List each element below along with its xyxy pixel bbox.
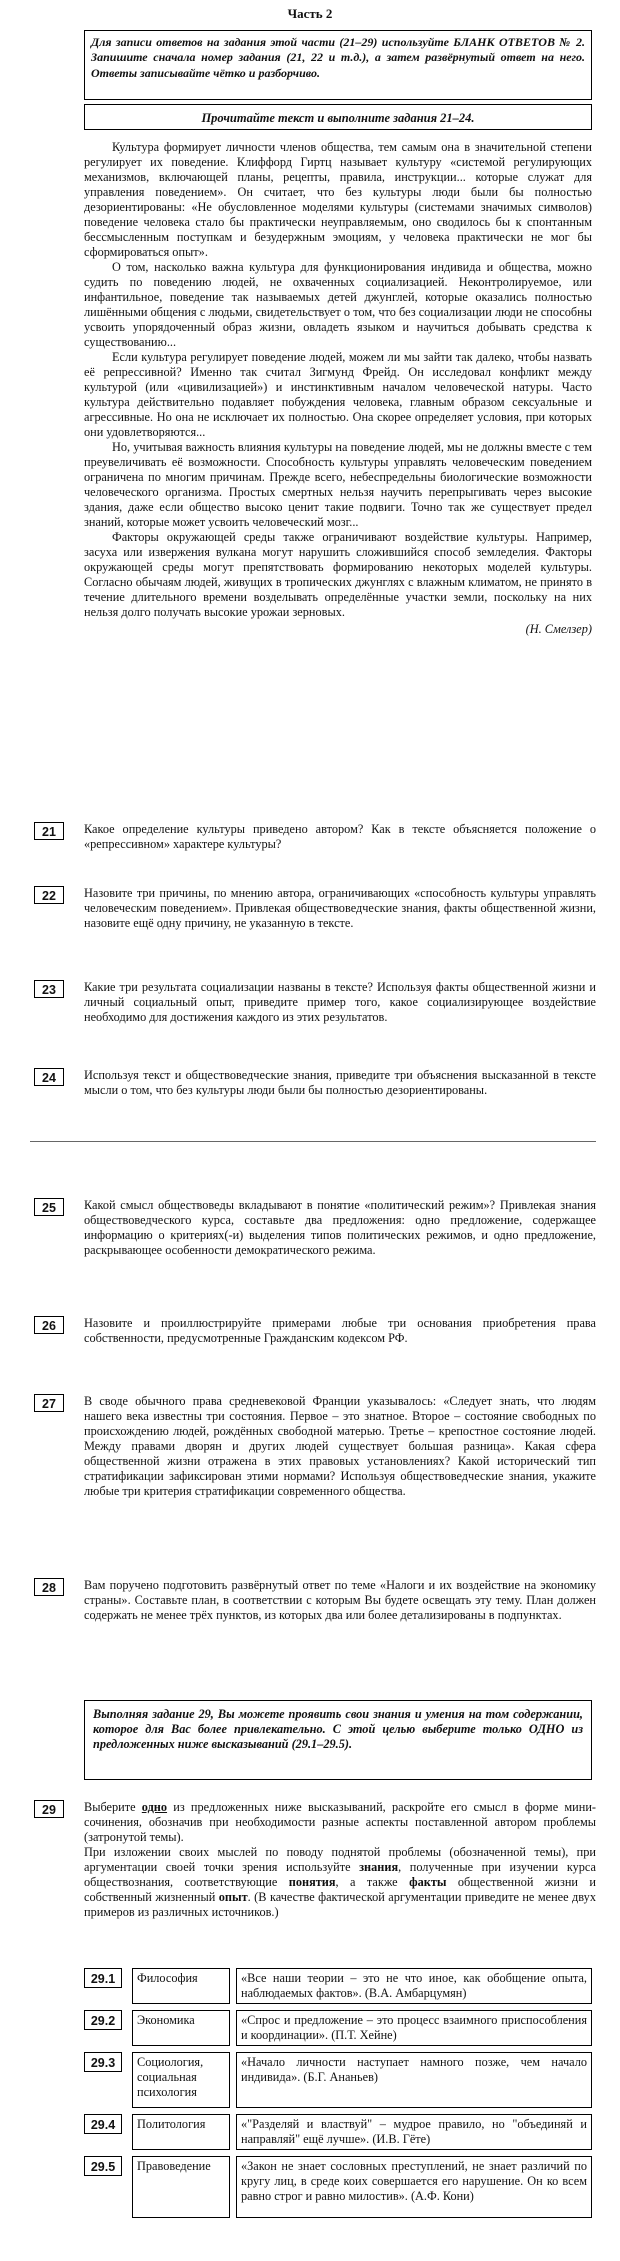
question-text: Вам поручено подготовить развёрнутый ответ по теме «Налоги и их воздействие на экономику страны». Составьте план, в соответствии с которым Вы будете освещать эту тему. План должен содержать не менее трёх пунктов, из которых два или более детализированы в подпунктах. [84, 1578, 596, 1622]
text-paragraph: Факторы окружающей среды также ограничивают воздействие культуры. Например, засуха или извержения вулкана могут нарушить сложившийся способ земледелия. Факторы окружающей среды могут препятствовать формированию некоторых моделей культуры. Согласно обычаям людей, живущих в тропических джунглях с влажным климатом, не принято в течение длительного времени возделывать определённые участки земли, поскольку на них нельзя долго получать высокие урожаи зерновых. [84, 530, 592, 619]
statement-quote: «Начало личности наступает намного позже, чем начало индивида». (Б.Г. Ананьев) [236, 2052, 592, 2108]
question-number: 27 [34, 1394, 64, 1412]
statement-subject: Экономика [132, 2010, 230, 2046]
text-paragraph: Но, учитывая важность влияния культуры на поведение людей, мы не должны вместе с тем преувеличивать её возможности. Способность культуры управлять человеческим поведением ограничена по многим причинам. Прежде всего, небеспредельны биологические возможности человеческого организма. Простых смертных нельзя научить перепрыгивать через высокие здания, даже если общество высоко ценит такие подвиги. Точно так же существует предел знаний, которые может усвоить человеческий мозг... [84, 440, 592, 529]
statement-number: 29.3 [84, 2052, 122, 2072]
question-number: 28 [34, 1578, 64, 1596]
text-author: (Н. Смелзер) [525, 622, 592, 636]
question-text: Какие три результата социализации названы в тексте? Используя факты общественной жизни и личный социальный опыт, приведите пример того, какое социализирующее воздействие необходимо для достижения каждого из этих результатов. [84, 980, 596, 1024]
question-number: 21 [34, 822, 64, 840]
text-paragraph: Культура формирует личности членов общества, тем самым она в значительной степени регулирует их поведение. Клиффорд Гиртц называет культуру «системой регулирующих механизмов, включающей планы, рецепты, правила, инструкции... которые служат для управления поведением». Он считает, что без культуры люди были бы полностью дезориентированы: «Не обусловленное моделями культуры (системами значимых символов) поведение человека стало бы практически неуправляемым, оно сводилось бы к спонтанным бессмысленным поступкам и безудержным эмоциям, у человека практически не мог бы сформироваться опыт». [84, 140, 592, 259]
question-number: 22 [34, 886, 64, 904]
statement-subject: Правоведение [132, 2156, 230, 2218]
question-text: Какое определение культуры приведено автором? Как в тексте объясняется положение о «репрессивном» характере культуры? [84, 822, 596, 851]
reading-text [84, 140, 592, 637]
question-29-intro-box: Выполняя задание 29, Вы можете проявить свои знания и умения на том содержании, которое для Вас более привлекательно. С этой целью выберите только ОДНО из предложенных ниже высказываний (29.1–29.5). [84, 1700, 592, 1780]
question-text: Используя текст и обществоведческие знания, приведите три объяснения высказанной в тексте мысли о том, что без культуры люди были бы полностью дезориентированы. [84, 1068, 596, 1097]
question-text [84, 1800, 596, 1920]
statement-number: 29.4 [84, 2114, 122, 2134]
statement-row [84, 1968, 592, 2004]
question-number: 23 [34, 980, 64, 998]
question-text: В своде обычного права средневековой Франции указывалось: «Следует знать, что людям нашего века известны три состояния. Первое – это знатное. Второе – состояние свободных по происхождению людей, рождённых свободной матерью. Третье – крепостное состояние людей. Между правами дворян и других людей существует большая разница». Какая сфера общественной жизни отражена в этих правовых установлениях? Какой исторический тип стратификации зафиксирован этими нормами? Используя обществоведческие знания, укажите любые три критерия стратификации современного общества. [84, 1394, 596, 1498]
task-paragraph-2: При изложении своих мыслей по поводу поднятой проблемы (обозначенной темы), при аргументации своей точки зрения используйте знания, полученные при изучении курса обществознания, соответствующие понятия, а также факты общественной жизни и собственный жизненный опыт. (В качестве фактической аргументации приведите не менее двух примеров из различных источников.) [84, 1845, 596, 1919]
text-paragraph: О том, насколько важна культура для функционирования индивида и общества, можно судить по поведению людей, не охваченных социализацией. Неконтролируемое, или инфантильное, поведение так называемых детей джунглей, которые оказались полностью лишёнными общения с людьми, свидетельствует о том, что без социализации люди не способны усвоить упорядоченный образ жизни, овладеть языком и научиться добывать средства к существованию... [84, 260, 592, 349]
statement-row [84, 2114, 592, 2150]
statement-quote: «Спрос и предложение – это процесс взаимного приспособления и координации». (П.Т. Хейне) [236, 2010, 592, 2046]
question-text: Какой смысл обществоведы вкладывают в понятие «политический режим»? Привлекая знания обществоведческого курса, составьте два предложения: одно предложение, содержащее информацию о критериях(-и) выделения типов политических режимов, и одно предложение, раскрывающее особенности демократического режима. [84, 1198, 596, 1257]
statement-number: 29.5 [84, 2156, 122, 2176]
question-text: Назовите три причины, по мнению автора, ограничивающих «способность культуры управлять человеческим поведением». Привлекая обществоведческие знания, факты общественной жизни, назовите ещё одну причину, не указанную в тексте. [84, 886, 596, 930]
text-paragraph: Если культура регулирует поведение людей, можем ли мы зайти так далеко, чтобы назвать её репрессивной? Именно так считал Зигмунд Фрейд. Он исследовал конфликт между культурой (или «цивилизацией») и инстинктивным началом человеческой натуры. Часто культура действительно подавляет побуждения человека, главным образом сексуальные и агрессивные. Но она не исключает их полностью. Она скорее определяет условия, при которых они удовлетворяются... [84, 350, 592, 439]
statement-subject: Политология [132, 2114, 230, 2150]
question-number: 24 [34, 1068, 64, 1086]
statement-row [84, 2010, 592, 2046]
task-paragraph-1: Выберите одно из предложенных ниже высказываний, раскройте его смысл в форме мини-сочинения, обозначив при необходимости разные аспекты поставленной автором проблемы (затронутой темы). [84, 1800, 596, 1844]
question-number: 25 [34, 1198, 64, 1216]
question-number: 29 [34, 1800, 64, 1818]
statement-subject: Философия [132, 1968, 230, 2004]
statement-subject: Социология, социальная психология [132, 2052, 230, 2108]
statement-number: 29.1 [84, 1968, 122, 1988]
question-number: 26 [34, 1316, 64, 1334]
statement-row [84, 2156, 592, 2218]
statement-quote: «"Разделяй и властвуй" – мудрое правило, но "объединяй и направляй" ещё лучше». (И.В. Гёте) [236, 2114, 592, 2150]
answer-instructions-box: Для записи ответов на задания этой части (21–29) используйте БЛАНК ОТВЕТОВ № 2. Запишите сначала номер задания (21, 22 и т.д.), а затем развёрнутый ответ на него. Ответы записывайте чётко и разборчиво. [84, 30, 592, 100]
question-text: Назовите и проиллюстрируйте примерами любые три основания приобретения права собственности, предусмотренные Гражданским кодексом РФ. [84, 1316, 596, 1345]
statement-quote: «Все наши теории – это не что иное, как обобщение опыта, наблюдаемых фактов». (В.А. Амбарцумян) [236, 1968, 592, 2004]
statement-number: 29.2 [84, 2010, 122, 2030]
part-title: Часть 2 [287, 6, 333, 21]
section-divider [30, 1141, 596, 1142]
statement-row [84, 2052, 592, 2108]
reading-instructions-box: Прочитайте текст и выполните задания 21–24. [84, 104, 592, 130]
statement-quote: «Закон не знает сословных преступлений, не знает различий по кругу лиц, в среде коих совершается его нарушение. Он ко всем равно строг и равно милостив». (А.Ф. Кони) [236, 2156, 592, 2218]
